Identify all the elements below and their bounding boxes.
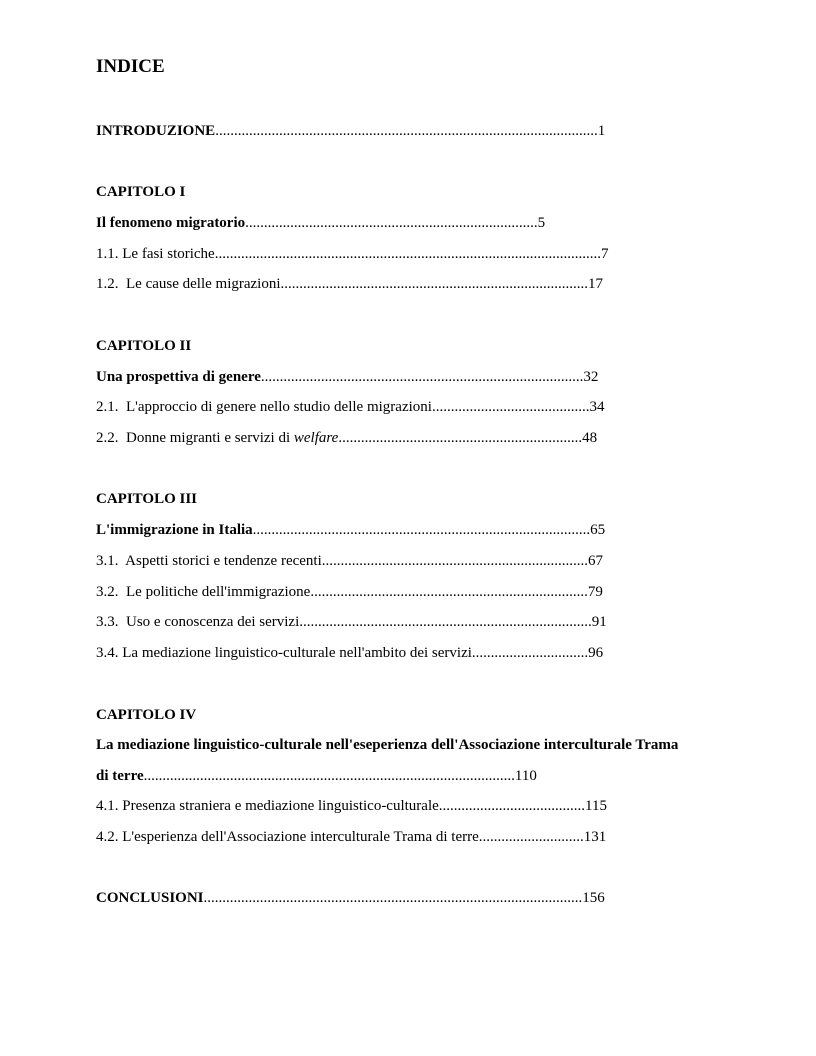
toc-page-number: 156 <box>582 890 605 906</box>
chapter-heading-2: CAPITOLO II <box>96 338 192 354</box>
toc-entry-label: INTRODUZIONE <box>96 123 216 139</box>
toc-entry-label: 3.1. Aspetti storici e tendenze recenti <box>96 553 322 569</box>
toc-entry-cap2-section[interactable] <box>96 368 598 386</box>
toc-entry-cap3-section[interactable] <box>96 521 605 539</box>
toc-entry-label: 4.2. L'esperienza dell'Associazione interculturale Trama di terre <box>96 829 479 845</box>
toc-entry-cap1-section[interactable] <box>96 214 545 232</box>
toc-entry-3-4[interactable] <box>96 644 603 662</box>
toc-leader: ....................................................................................................... <box>214 246 601 262</box>
toc-entry-label: 3.3. Uso e conoscenza dei servizi <box>96 614 300 630</box>
toc-leader: ....................................... <box>438 798 586 814</box>
toc-leader: .............................................................................. <box>245 215 538 231</box>
toc-entry-label: 1.1. Le fasi storiche <box>96 246 215 262</box>
toc-leader: ................................................................................................... <box>143 768 515 784</box>
toc-leader: ...................................................................................................... <box>215 123 598 139</box>
toc-leader: ............................... <box>471 645 589 661</box>
toc-page-number: 32 <box>583 369 599 385</box>
toc-entry-introduzione[interactable] <box>96 122 605 140</box>
toc-page-number: 7 <box>600 246 609 262</box>
toc-leader: .......................................................................................... <box>252 522 591 538</box>
toc-page-number: 96 <box>588 645 604 661</box>
toc-leader: ...................................................................................... <box>260 369 584 385</box>
toc-entry-3-3[interactable] <box>96 613 607 631</box>
toc-page-number: 65 <box>590 522 606 538</box>
toc-leader: .............................................................................. <box>299 614 592 630</box>
toc-page-number: 110 <box>514 768 537 784</box>
toc-entry-label: 3.2. Le politiche dell'immigrazione <box>96 584 311 600</box>
toc-entry-cap4-section[interactable] <box>96 767 537 785</box>
toc-page-number: 91 <box>591 614 607 630</box>
toc-entry-cap4-section-line1[interactable]: La mediazione linguistico-culturale nell'eseperienza dell'Associazione interculturale Trama <box>96 737 679 753</box>
page-title: INDICE <box>96 56 165 77</box>
toc-entry-label: 2.1. L'approccio di genere nello studio delle migrazioni <box>96 399 432 415</box>
toc-entry-4-1[interactable] <box>96 797 607 815</box>
toc-entry-label: 4.1. Presenza straniera e mediazione linguistico-culturale <box>96 798 439 814</box>
toc-page-number: 131 <box>583 829 607 845</box>
toc-leader: .......................................................................... <box>310 584 588 600</box>
toc-leader: ..................................................................................................... <box>203 890 583 906</box>
toc-leader: ................................................................. <box>338 430 583 446</box>
toc-entry-1-2[interactable] <box>96 275 603 293</box>
toc-leader: .................................................................................. <box>280 276 589 292</box>
toc-entry-conclusioni[interactable] <box>96 889 605 907</box>
toc-page-number: 1 <box>597 123 606 139</box>
toc-entry-label: 3.4. La mediazione linguistico-culturale nell'ambito dei servizi <box>96 645 472 661</box>
toc-entry-4-2[interactable] <box>96 828 606 846</box>
toc-entry-label: 1.2. Le cause delle migrazioni <box>96 276 281 292</box>
toc-entry-label: 2.2. Donne migranti e servizi di <box>96 430 294 446</box>
toc-leader: ............................ <box>478 829 584 845</box>
toc-entry-3-2[interactable] <box>96 583 603 601</box>
toc-entry-label: Una prospettiva di genere <box>96 369 261 385</box>
toc-entry-label: CONCLUSIONI <box>96 890 204 906</box>
toc-entry-label: Il fenomeno migratorio <box>96 215 246 231</box>
toc-entry-2-1[interactable] <box>96 398 604 416</box>
toc-leader: .......................................... <box>431 399 590 415</box>
toc-entry-label: di terre <box>96 768 144 784</box>
toc-page-number: 79 <box>587 584 603 600</box>
toc-page-number: 34 <box>589 399 605 415</box>
toc-entry-3-1[interactable] <box>96 552 603 570</box>
chapter-heading-1: CAPITOLO I <box>96 184 186 200</box>
toc-entry-1-1[interactable] <box>96 245 608 263</box>
toc-entry-label: L'immigrazione in Italia <box>96 522 253 538</box>
chapter-heading-3: CAPITOLO III <box>96 491 198 507</box>
toc-entry-label-italic: welfare <box>293 430 339 446</box>
toc-leader: ....................................................................... <box>321 553 589 569</box>
toc-entry-2-2[interactable] <box>96 429 597 447</box>
toc-page-number: 115 <box>585 798 607 814</box>
toc-page-number: 48 <box>582 430 598 446</box>
toc-page-number: 67 <box>588 553 604 569</box>
toc-page-number: 17 <box>588 276 604 292</box>
chapter-heading-4: CAPITOLO IV <box>96 707 197 723</box>
toc-page-number: 5 <box>537 215 546 231</box>
